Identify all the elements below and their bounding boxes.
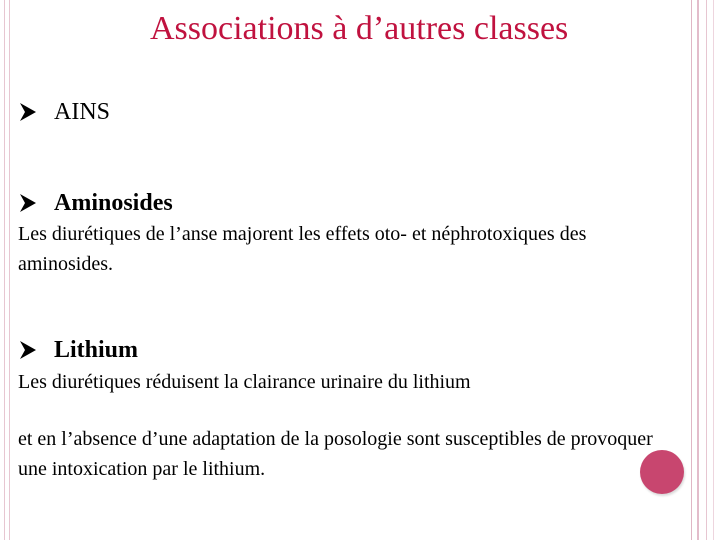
bullet-lithium (18, 335, 138, 365)
bullet-label-lithium: Lithium (54, 337, 139, 363)
arrow-head-icon (18, 101, 38, 123)
paragraph-lithium-1: Les diurétiques réduisent la clairance urinaire du lithium (18, 371, 471, 393)
frame-line-right-c (706, 0, 707, 540)
arrow-head-icon (18, 339, 38, 361)
bullet-aminosides (18, 188, 173, 218)
frame-line-right-b (697, 0, 699, 540)
slide-title: Associations à d’autres classes (150, 10, 569, 47)
paragraph-lithium-2: et en l’absence d’une adaptation de la posologie sont susceptibles de provoquer une intoxication par le lithium. (18, 428, 653, 480)
bullet-ains (18, 97, 110, 127)
bullet-label-aminosides: Aminosides (54, 190, 173, 216)
frame-line-left-outer (4, 0, 5, 540)
frame-line-right-a (691, 0, 692, 540)
arrow-head-icon (18, 192, 38, 214)
frame-line-left-inner (9, 0, 10, 540)
paragraph-aminosides: Les diurétiques de l’anse majorent les effets oto- et néphrotoxiques des aminosides. (18, 223, 587, 275)
bullet-label-ains: AINS (54, 99, 111, 125)
frame-line-right-d (713, 0, 714, 540)
circle-icon (640, 450, 684, 494)
